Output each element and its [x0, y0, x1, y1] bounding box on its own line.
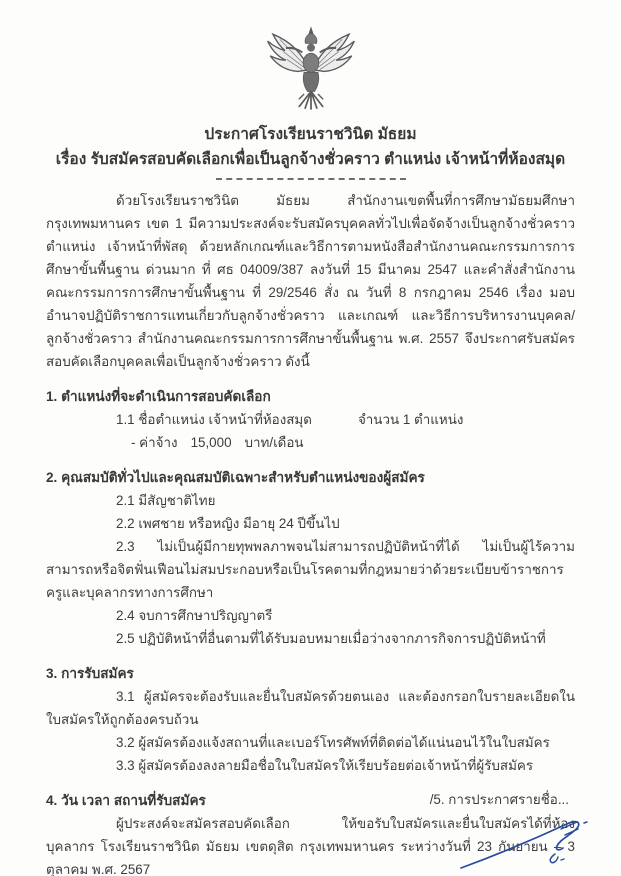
dashed-separator	[216, 178, 406, 180]
garuda-emblem-icon	[259, 24, 363, 112]
section2-heading: 2. คุณสมบัติทั่วไปและคุณสมบัติเฉพาะสำหรับตำแหน่งของผู้สมัคร	[46, 470, 425, 485]
signature-container	[457, 814, 617, 876]
salary-amount: 15,000	[190, 435, 232, 450]
salary-row	[46, 431, 575, 454]
section3-heading: 3. การรับสมัคร	[46, 666, 134, 681]
application-item: 3.2 ผู้สมัครต้องแจ้งสถานที่และเบอร์โทรศัพท์ที่ติดต่อได้แน่นอนไว้ในใบสมัคร	[116, 735, 550, 750]
announcement-subject: เรื่อง รับสมัครสอบคัดเลือกเพื่อเป็นลูกจ้างชั่วคราว ตำแหน่ง เจ้าหน้าที่ห้องสมุด	[55, 151, 566, 168]
application-item: 3.3 ผู้สมัครต้องลงลายมือชื่อในใบสมัครให้เรียบร้อยต่อเจ้าหน้าที่ผู้รับสมัคร	[116, 758, 534, 773]
qualification-item: 2.1 มีสัญชาติไทย	[116, 493, 216, 508]
position-name: 1.1 ชื่อตำแหน่ง เจ้าหน้าที่ห้องสมุด	[116, 412, 312, 427]
salary-unit: บาท/เดือน	[244, 435, 304, 450]
position-count: จำนวน 1 ตำแหน่ง	[357, 412, 464, 427]
position-row	[46, 408, 575, 431]
intro-paragraph: ด้วยโรงเรียนราชวินิต มัธยม สำนักงานเขตพื้นที่การศึกษามัธยมศึกษากรุงเทพมหานคร เขต 1 มีความประสงค์จะรับสมัครบุคคลทั่วไปเพื่อจัดจ้างเป็นลูกจ้างชั่วคราว ตำแหน่ง เจ้าหน้าที่พัสดุ ด้วยหลักเกณฑ์และวิธีการตามหนังสือสำนักงานคณะกรรมการการศึกษาขั้นพื้นฐาน ด่วนมาก ที่ ศธ 04009/387 ลงวันที่ 15 มีนาคม 2547 และคำสั่งสำนักงานคณะกรรมการการศึกษาขั้นพื้นฐาน ที่ 29/2546 สั่ง ณ วันที่ 8 กรกฎาคม 2546 เรื่อง มอบอำนาจปฏิบัติราชการแทนเกี่ยวกับลูกจ้างชั่วคราว และเกณฑ์ และวิธีการบริหารงานบุคคล/ลูกจ้างชั่วคราว สำนักงานคณะกรรมการการศึกษาขั้นพื้นฐาน พ.ศ. 2557 จึงประกาศรับสมัครสอบคัดเลือกบุคคลเพื่อเป็นลูกจ้างชั่วคราว ดังนี้	[46, 193, 575, 369]
emblem-container	[46, 24, 575, 112]
qualification-item: 2.4 จบการศึกษาปริญญาตรี	[116, 608, 273, 623]
section4-paragraph: ผู้ประสงค์จะสมัครสอบคัดเลือก ให้ขอรับใบสมัครและยื่นใบสมัครได้ที่ห้องบุคลากร โรงเรียนราชวินิต มัธยม เขตดุสิต กรุงเทพมหานคร ระหว่างวันที่ 23 กันยายน – 3 ตุลาคม พ.ศ. 2567	[46, 816, 575, 876]
announcement-title: ประกาศโรงเรียนราชวินิต มัธยม	[204, 126, 417, 143]
section4-heading: 4. วัน เวลา สถานที่รับสมัคร	[46, 793, 206, 808]
signature-icon	[457, 814, 617, 876]
application-item: 3.1 ผู้สมัครจะต้องรับและยื่นใบสมัครด้วยตนเอง และต้องกรอกใบรายละเอียดในใบสมัครให้ถูกต้องครบถ้วน	[46, 689, 575, 727]
qualification-item: 2.3 ไม่เป็นผู้มีกายทุพพลภาพจนไม่สามารถปฏิบัติหน้าที่ได้ ไม่เป็นผู้ไร้ความสามารถหรือจิตฟั่นเฟือนไม่สมประกอบหรือเป็นโรคตามที่กฎหมายว่าด้วยระเบียบข้าราชการครูและบุคลากรทางการศึกษา	[46, 539, 575, 600]
salary-label: - ค่าจ้าง	[131, 435, 178, 450]
qualification-item: 2.5 ปฏิบัติหน้าที่อื่นตามที่ได้รับมอบหมายเมื่อว่างจากภารกิจการปฏิบัติหน้าที่	[116, 631, 546, 646]
section1-heading: 1. ตำแหน่งที่จะดำเนินการสอบคัดเลือก	[46, 389, 271, 404]
qualification-item: 2.2 เพศชาย หรือหญิง มีอายุ 24 ปีขึ้นไป	[116, 516, 340, 531]
page-continuation-note: /5. การประกาศรายชื่อ...	[429, 792, 569, 807]
